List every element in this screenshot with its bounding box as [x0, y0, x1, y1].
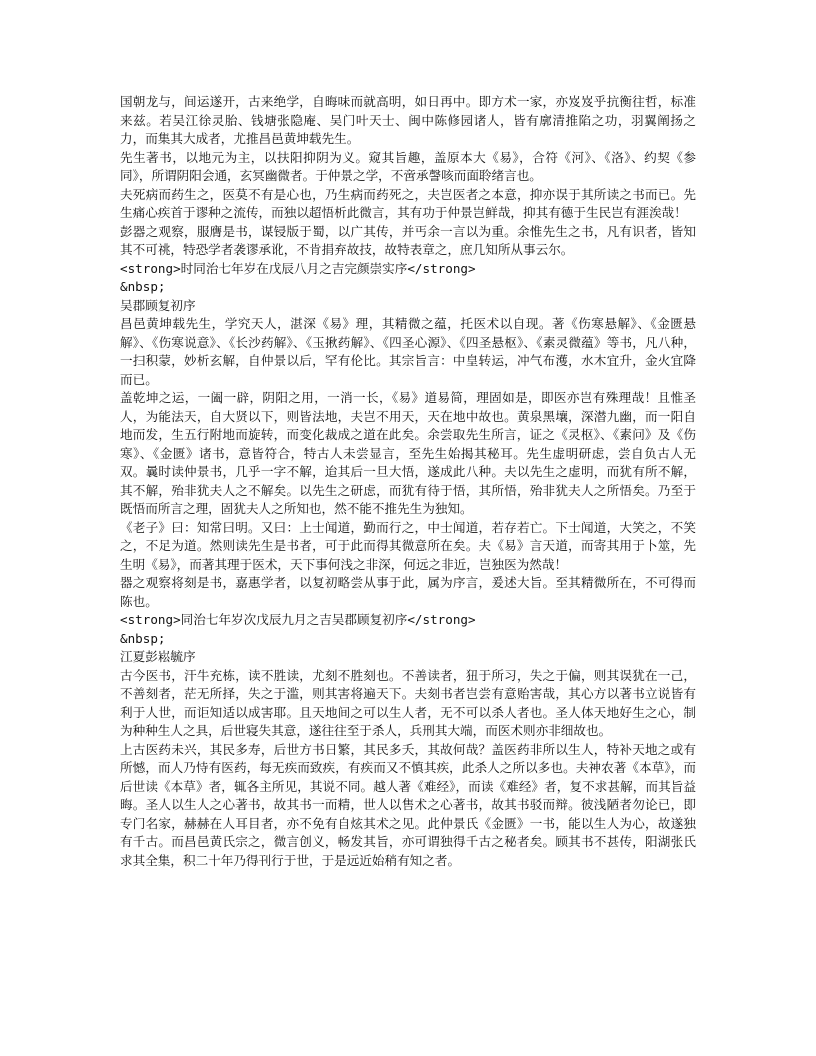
paragraph-laozi: 《老子》曰：知常曰明。又曰：上士闻道，勤而行之，中士闻道，若存若亡。下士闻道，大笑之，不笑之，不足为道。然则读先生是书者，可于此而得其微意所在矣。夫《易》言天道，而寄其用于卜筮，先生明《易》，而著其理于医术，天下事何浅之非深，何远之非近，岂独医为然哉！ [120, 519, 696, 572]
paragraph-author-works: 先生著书，以地元为主，以扶阳抑阴为义。窥其旨趣，盖原本大《易》，合符《河》、《洛》、约契《参同》，所谓阴阳会通，玄冥幽微者。于仲景之学，不啻承謦咳而面聆绪言也。 [120, 149, 696, 183]
paragraph-preface-opening: 国朝龙与，间运遂开，古来绝学，自晦味而就高明，如日再中。即方术一家，亦岌岌乎抗衡往哲，标准来兹。若吴江徐灵胎、钱塘张隐庵、吴门叶天士、闽中陈修园诸人，皆有廓清推陷之功，羽翼阐扬之力，而集其大成者，尤推昌邑黄坤载先生。 [120, 94, 696, 146]
paragraph-medicine-intent: 夫死病而药生之，医莫不有是心也，乃生病而药死之，夫岂医者之本意，抑亦误于其所读之书而已。先生痛心疾首于谬种之流传，而独以超悟析此微言，其有功于仲景岂鲜哉，抑其有德于生民岂有涯涘哉！ [120, 186, 696, 220]
spacer-entity-1: &nbsp; [120, 279, 166, 294]
heading-peng-songyu-preface: 江夏彭崧毓序 [120, 649, 196, 664]
paragraph-peng-publication: 彭器之观察，服膺是书，谋锓版于蜀，以广其传，并丐余一言以为重。余惟先生之书，凡有识者，皆知其不可祧，特恐学者袭谬承讹，不肯捐弃故技，故特表章之，庶几知所从事云尔。 [120, 223, 696, 257]
paragraph-ancient-medicine: 上古医药未兴，其民多寿，后世方书日繁，其民多夭，其故何哉？盖医药非所以生人，特补天地之或有所憾，而人乃恃有医药，每无疾而致疾，有疾而又不慎其疾，此杀人之所以多也。夫神农著《本草》，而后世读《本草》者，辄各主所见，其说不同。越人著《难经》，而读《难经》者，复不求甚解，而其旨益晦。圣人以生人之心著书，故其书一而精，世人以售术之心著书，故其书驳而辩。彼浅陋者勿论已，即专门名家，赫赫在人耳目者，亦不免有自炫其术之见。此仲景氏《金匮》一书，能以生人为心，故遂独有千古。而昌邑黄氏宗之，微言创义，畅发其旨，亦可谓独得千古之秘者矣。顾其书不甚传，阳湖张氏求其全集，积二十年乃得刊行于世，于是远近始稍有知之者。 [120, 741, 696, 868]
paragraph-medical-books: 古今医书，汗牛充栋，读不胜读，尤刻不胜刻也。不善读者，狃于所习，失之于偏，则其误犹在一己，不善刻者，茫无所择，失之于滥，则其害将遍天下。夫刻书者岂尝有意贻害哉，其心方以著书立说皆有利于人世，而讵知适以成害耶。且天地间之可以生人者，无不可以杀人者也。圣人体天地好生之心，制为种种生人之具，后世寝失其意，遂往往至于杀人，兵刑其大端，而医术则亦非细故也。 [120, 667, 696, 738]
paragraph-huang-kunzai-works: 昌邑黄坤载先生，学究天人，湛深《易》理，其精微之蕴，托医术以自现。著《伤寒悬解》、《金匮悬解》、《伤寒说意》、《长沙药解》、《玉揪药解》、《四圣心源》、《四圣悬枢》、《素灵微蕴》等书，凡八种，一扫积蒙，妙析玄解，自仲景以后，罕有伦比。其宗旨言：中皇转运，冲气布濩，水木宜升，金火宜降而已。 [120, 316, 696, 387]
signature-wanyan-chongshi: <strong>时同治七年岁在戊辰八月之吉完颜崇实序</strong> [120, 260, 476, 276]
spacer-entity-2: &nbsp; [120, 630, 166, 646]
heading-gu-fuchu-preface: 吴郡顾复初序 [120, 297, 196, 313]
paragraph-qian-kun: 盖乾坤之运，一阖一辟，阴阳之用，一消一长，《易》道易简，理固如是，即医亦岂有殊理哉！且惟圣人，为能法天，自大贤以下，则皆法地，夫岂不用天，天在地中故也。黄泉黑壤，深潜九幽，而一阳自地而发，生五行附地而旋转，而变化裁成之道在此矣。余尝取先生所言，证之《灵枢》、《素问》及《伤寒》、《金匮》诸书，意皆符合，特古人未尝显言，至先生始揭其秘耳。先生虚明研虑，尝自负古人无双。曩时读仲景书，几乎一字不解，迨其后一旦大悟，遂成此八种。夫以先生之虚明，而犹有所不解，其不解，殆非犹夫人之不解矣。以先生之研虑，而犹有待于悟，其所悟，殆非犹夫人之所悟矣。乃至于既悟而所言之理，固犹夫人之所知也，然不能不推先生为独知。 [120, 390, 696, 516]
paragraph-qizhi-engraving: 器之观察将刻是书，嘉惠学者，以复初略尝从事于此，属为序言，爰述大旨。至其精微所在，不可得而陈也。 [120, 575, 696, 609]
signature-gu-fuchu: <strong>同治七年岁次戊辰九月之吉吴郡顾复初序</strong> [120, 612, 476, 627]
